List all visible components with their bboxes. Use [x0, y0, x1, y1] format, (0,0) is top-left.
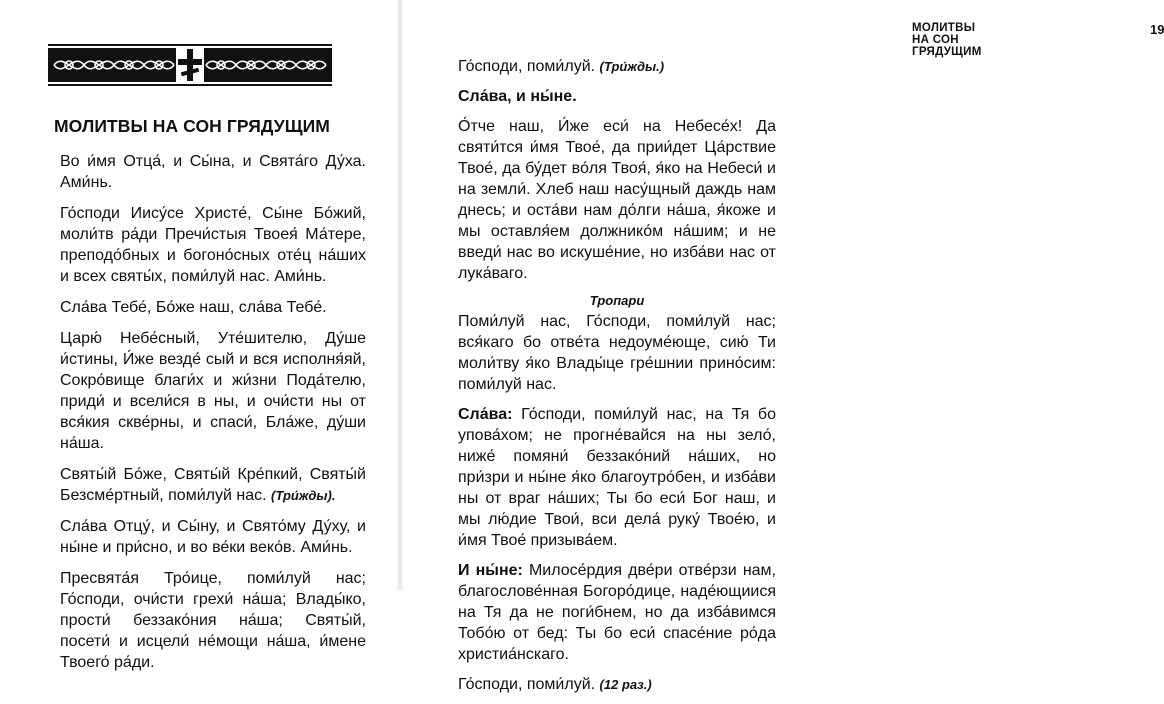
section-heading: Тропари: [589, 293, 645, 308]
paragraph-text: Го́споди, поми́луй.: [458, 58, 596, 75]
paragraph: О́тче наш, И́же еси́ на Небесе́х! Да святи́тся и́мя Твое́, да прии́дет Ца́рствие Твое́, да бу́дет во́ля Твоя́, я́ко на Небеси́ и на земли́. Хлеб наш насу́щный даждь нам днесь; и оста́ви нам до́лги на́ша, я́коже и мы оставля́ем должнико́м на́шим; и не введи́ нас во искуше́ние, но изба́ви нас от лука́ваго.: [458, 118, 776, 282]
ornamental-headpiece: [48, 42, 332, 88]
rubric-note: (Три́жды.): [599, 59, 665, 74]
paragraph-text: Го́споди, поми́луй нас, на Тя бо упова́хом; не прогне́вайся на ны зело́, ниже́ помяни́ беззако́ний на́ших, но при́зри и ны́не я́ко благоутро́бен, и изба́ви ны от враг на́ших; Ты бо еси́ Бог наш, и мы лю́дие Твои́, вси дела́ руку́ Твое́ю, и и́мя Твое́ призыва́ем.: [458, 406, 776, 549]
paragraph: Царю́ Небе́сный, Уте́шителю, Ду́ше и́стины, И́же везде́ сый и вся исполня́яй, Сокро́вище благи́х и жи́зни Пода́телю, приди́ и всели́ся в ны, и очи́сти ны от вся́кия скве́рны, и спаси́, Бла́же, ду́ши на́ша.: [60, 330, 366, 452]
page-number: 19: [1150, 22, 1164, 37]
rubric-note: (Три́жды).: [271, 488, 336, 503]
paragraph: [458, 560, 776, 665]
paragraph: Го́споди Иису́се Христе́, Сы́не Бо́жий, моли́тв ра́ди Пречи́стыя Твоея́ Ма́тере, преподо́бных и богоно́сных оте́ц на́ших и всех святы́х, поми́луй нас. Ами́нь.: [60, 205, 366, 285]
paragraph: Сла́ва, и ны́не.: [458, 88, 577, 105]
left-page-body: [60, 151, 366, 683]
running-head: МОЛИТВЫ НА СОН ГРЯДУЩИМ: [912, 22, 982, 58]
paragraph: [458, 674, 776, 695]
rubric-label: И ны́не:: [458, 562, 523, 579]
page-title: МОЛИТВЫ НА СОН ГРЯДУЩИМ: [54, 116, 330, 136]
paragraph: Во и́мя Отца́, и Сы́на, и Свята́го Ду́ха. Ами́нь.: [60, 153, 366, 191]
paragraph: [60, 464, 366, 506]
paragraph: Поми́луй нас, Го́споди, поми́луй нас; вся́каго бо отве́та недоуме́юще, сию́ Ти моли́тву я́ко Влады́це гре́шнии прино́сим: поми́луй нас.: [458, 313, 776, 393]
paragraph-text: Милосе́рдия две́ри отве́рзи нам, благослове́нная Богоро́дице, наде́ющиися на Тя да не поги́бнем, но да изба́вимся Тобо́ю от бед: Ты бо еси́ спасе́ние ро́да христиа́нскаго.: [458, 562, 777, 663]
paragraph: [458, 404, 776, 551]
paragraph: Сла́ва Отцу́, и Сы́ну, и Свято́му Ду́ху, и ны́не и при́сно, и во ве́ки веко́в. Ами́нь.: [60, 518, 366, 556]
paragraph-text: Го́споди, поми́луй.: [458, 676, 596, 693]
left-page: [0, 0, 398, 671]
paragraph: [458, 56, 776, 77]
paragraph: Пресвята́я Тро́ице, поми́луй нас; Го́споди, очи́сти грехи́ на́ша; Влады́ко, прости́ беззако́ния на́ша; Святы́й, посети́ и исцели́ не́мощи на́ша, и́мене Твоего́ ра́ди.: [60, 570, 366, 671]
rubric-note: (12 раз.): [599, 677, 652, 692]
paragraph: Сла́ва Тебе́, Бо́же наш, сла́ва Тебе́.: [60, 299, 327, 316]
right-page-body: [458, 56, 776, 704]
rubric-label: Сла́ва:: [458, 406, 513, 423]
paragraph-text: Святы́й Бо́же, Святы́й Кре́пкий, Святы́й Безсме́ртный, поми́луй нас.: [60, 466, 366, 504]
